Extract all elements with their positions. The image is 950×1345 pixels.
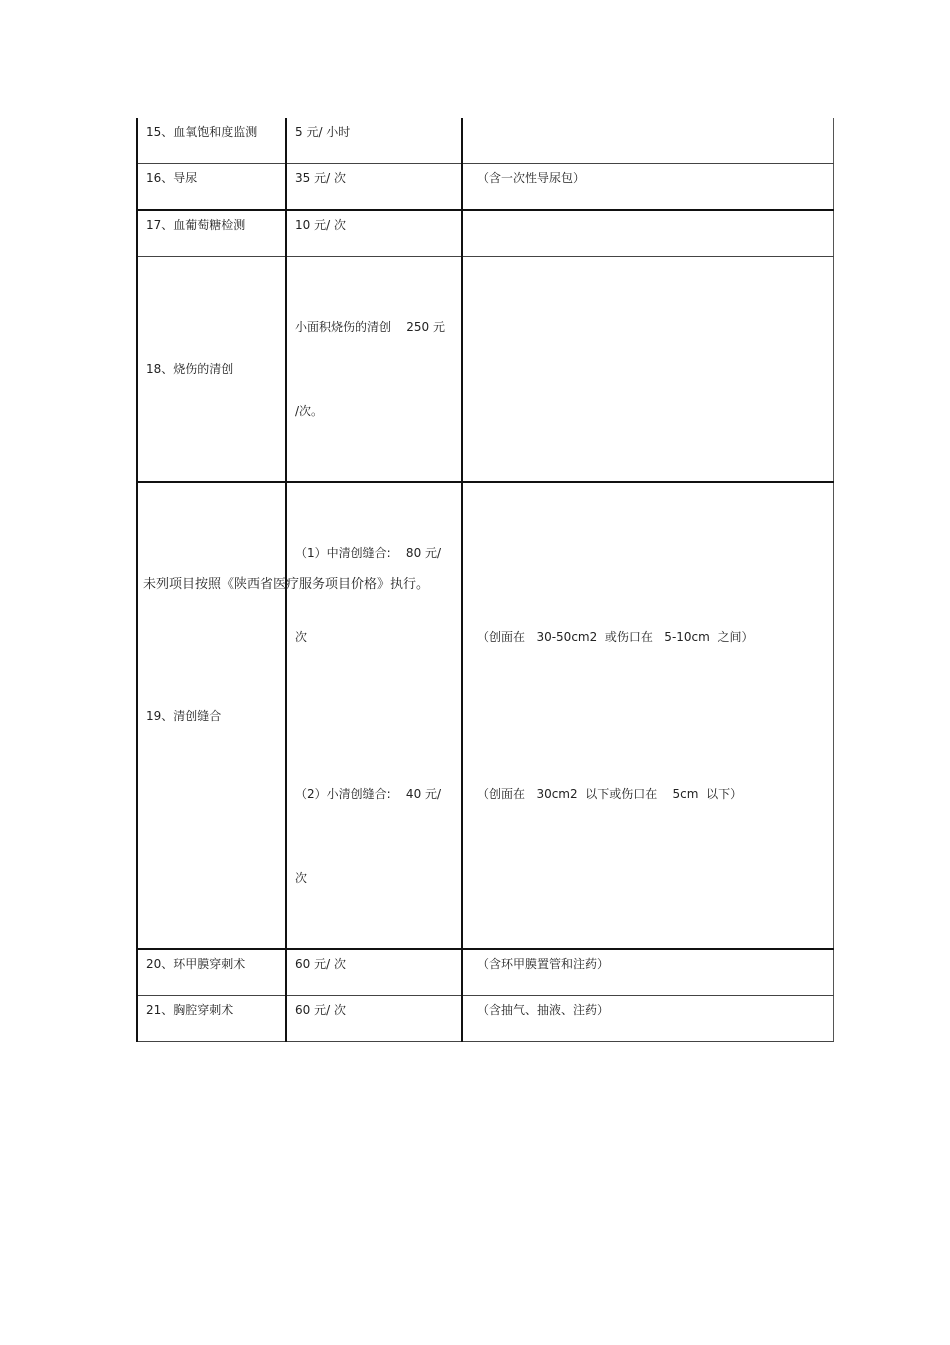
price-cell [286,164,462,211]
item-cell [137,164,286,211]
price-text: /次。 [295,404,324,418]
item-name: 18、烧伤的清创 [146,362,234,376]
table-row [137,482,833,949]
price-text: 次 [295,630,308,644]
item-name: 20、环甲膜穿刺术 [146,957,246,971]
note-text: （创面在 30cm2 以下或伤口在 5cm 以下） [477,787,743,801]
note-text: （含环甲膜置管和注药） [477,957,610,971]
price-text: 小面积烧伤的清创 250 元 [295,320,445,334]
note-cell [462,164,833,211]
note-cell [462,949,833,996]
price-text: 10 元/ 次 [295,218,346,232]
table-row [137,996,833,1042]
price-cell [286,482,462,949]
item-name: 16、导尿 [146,171,198,185]
item-cell [137,118,286,164]
price-text: 次 [295,871,308,885]
item-cell [137,257,286,483]
price-cell [286,257,462,483]
item-cell [137,949,286,996]
note-text: （含抽气、抽液、注药） [477,1003,610,1017]
table-row [137,210,833,257]
spacer [477,707,825,724]
note-cell [462,257,833,483]
item-name: 15、血氧饱和度监测 [146,125,258,139]
table-row [137,164,833,211]
price-text: 60 元/ 次 [295,957,346,971]
price-text: 5 元/ 小时 [295,125,351,139]
item-name: 17、血葡萄糖检测 [146,218,246,232]
item-name: 21、胸腔穿刺术 [146,1003,234,1017]
price-text: 35 元/ 次 [295,171,346,185]
price-cell [286,949,462,996]
note-cell [462,482,833,949]
note-text: （创面在 30-50cm2 或伤口在 5-10cm 之间） [477,630,754,644]
note-text: （含一次性导尿包） [477,171,586,185]
footer-note: 未列项目按照《陕西省医疗服务项目价格》执行。 [143,577,430,592]
item-cell [137,996,286,1042]
price-cell [286,210,462,257]
item-cell [137,210,286,257]
note-cell [462,996,833,1042]
table-row [137,118,833,164]
item-cell [137,482,286,949]
price-text: （1）中清创缝合: 80 元/ [295,546,442,560]
price-cell [286,118,462,164]
item-name: 19、清创缝合 [146,708,222,723]
price-cell [286,996,462,1042]
spacer [295,707,453,724]
table-row [137,257,833,483]
table-row [137,949,833,996]
note-cell [462,210,833,257]
note-cell [462,118,833,164]
price-text: （2）小清创缝合: 40 元/ [295,787,442,801]
price-text: 60 元/ 次 [295,1003,346,1017]
